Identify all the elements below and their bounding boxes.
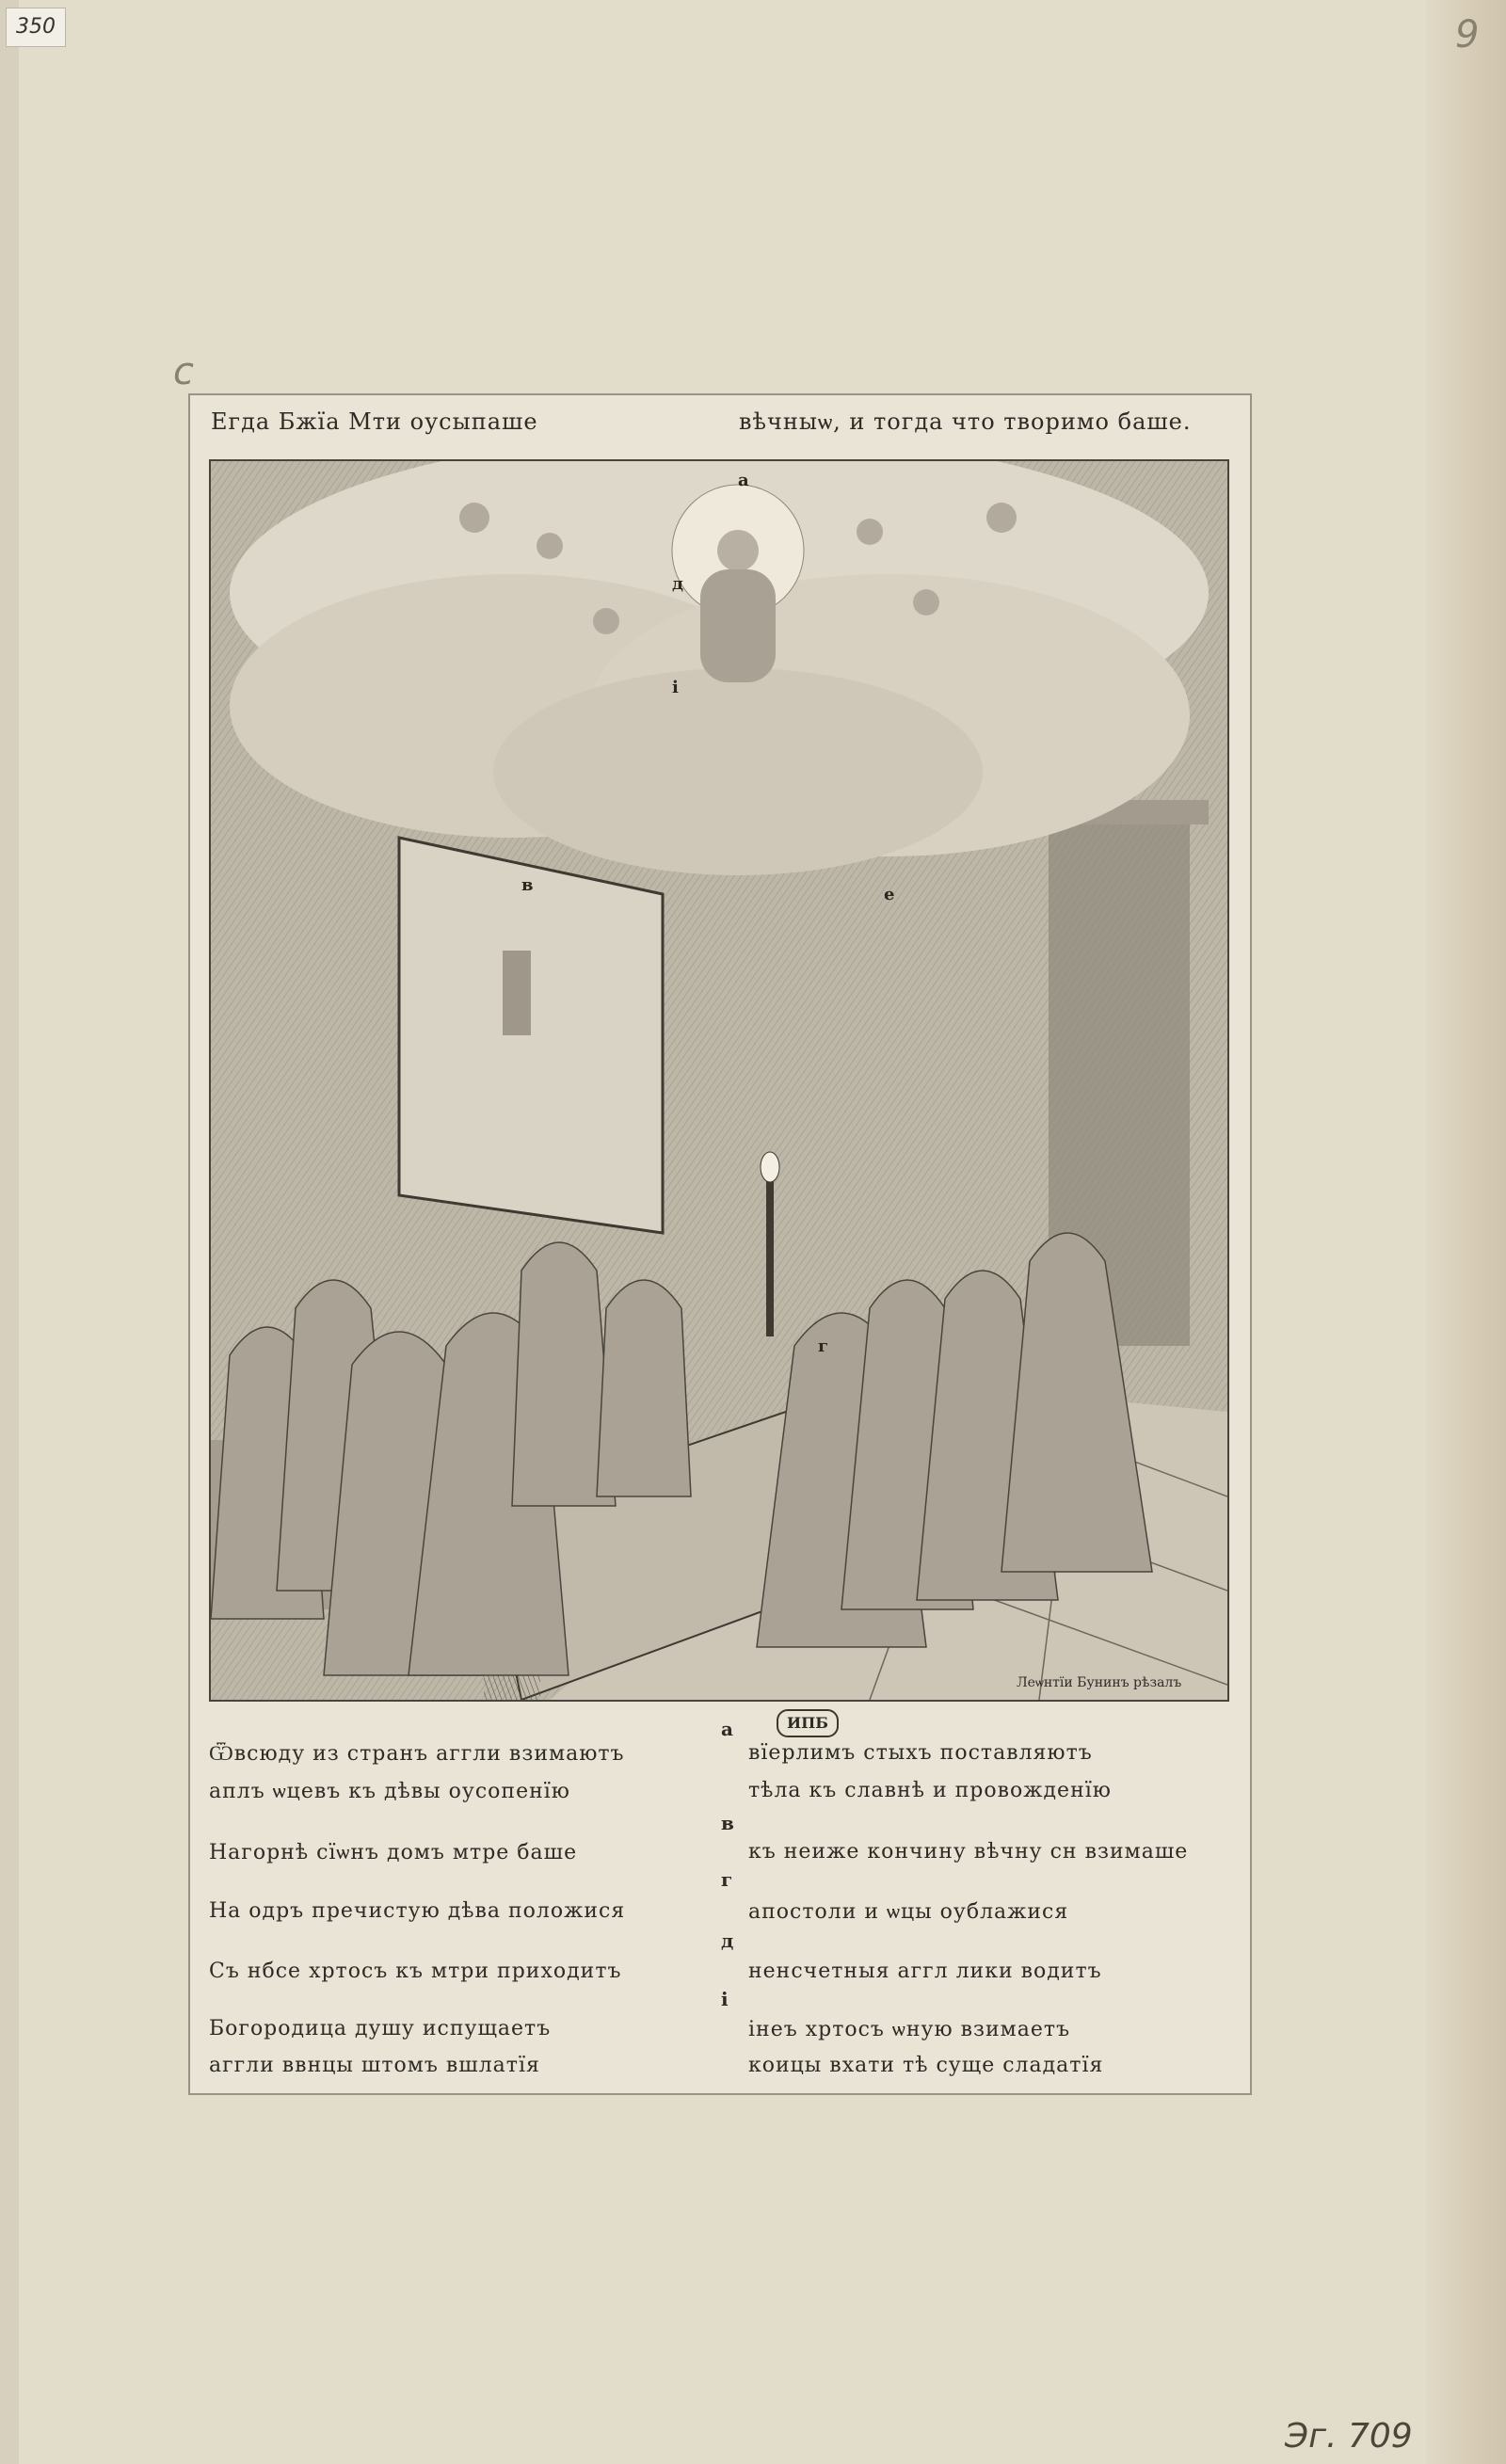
- pencil-mark-corner: 9: [1455, 13, 1480, 56]
- paper-edge: [1426, 0, 1506, 2464]
- scene-letter-v: в: [521, 875, 534, 895]
- verse-left: Съ нбсе хртосъ къ мтри приходитъ: [209, 1960, 622, 1983]
- scene-letter-i: і: [672, 678, 679, 697]
- scene-illustration: [211, 461, 1227, 1700]
- verse-right: ненсчетныя аггл лики водитъ: [748, 1960, 1102, 1983]
- scene-letter-g: г: [818, 1336, 829, 1356]
- verse-right: апостоли и ѡцы оублажися: [748, 1900, 1069, 1924]
- verse-mark: д: [721, 1929, 734, 1952]
- verse-left: аплъ ѡцевъ къ дѣвы оусопенїю: [209, 1780, 570, 1803]
- verse-left: Ѿвсюду из странъ аггли взимаютъ: [209, 1742, 625, 1766]
- verse-right: вїерлимъ стыхъ поставляютъ: [748, 1741, 1093, 1765]
- verse-mark: і: [721, 1988, 729, 2010]
- inventory-number: Эг. 709: [1285, 2417, 1413, 2456]
- scene-letter-d: д: [672, 574, 683, 594]
- verse-right: коицы вхати тѣ суще сладатїя: [748, 2054, 1104, 2077]
- engraving-title-right: вѣчныѡ, и тогда что творимо баше.: [739, 408, 1192, 435]
- verse-right: інеъ хртосъ ѡную взимаетъ: [748, 2018, 1071, 2041]
- verse-mark: в: [721, 1812, 734, 1834]
- scene-letter-e: е: [884, 885, 895, 904]
- verse-left: Нагорнѣ сїѡнъ домъ мтре баше: [209, 1841, 578, 1864]
- engraving-scene: [209, 459, 1229, 1702]
- verse-right: тѣла къ славнѣ и провожденїю: [748, 1779, 1112, 1802]
- engraver-signature: Леѡнтїи Бунинъ рѣзалъ: [1017, 1675, 1182, 1690]
- verse-mark: а: [721, 1718, 733, 1740]
- verse-left: Богородица душу испущаетъ: [209, 2017, 552, 2040]
- verse-left: На одръ пречистую дѣва положися: [209, 1899, 626, 1923]
- inventory-label: 350: [6, 8, 66, 47]
- cartouche-monogram: ИПБ: [777, 1709, 839, 1737]
- pencil-mark-left: c: [173, 350, 194, 393]
- engraving-title-left: Егда Бжїа Мти оусыпаше: [211, 408, 538, 435]
- scene-letter-a: а: [738, 471, 749, 490]
- verse-mark: г: [721, 1868, 733, 1891]
- verse-right: къ неиже кончину вѣчну сн взимаше: [748, 1840, 1189, 1864]
- verse-left: аггли ввнцы штомъ вшлатїя: [209, 2054, 540, 2077]
